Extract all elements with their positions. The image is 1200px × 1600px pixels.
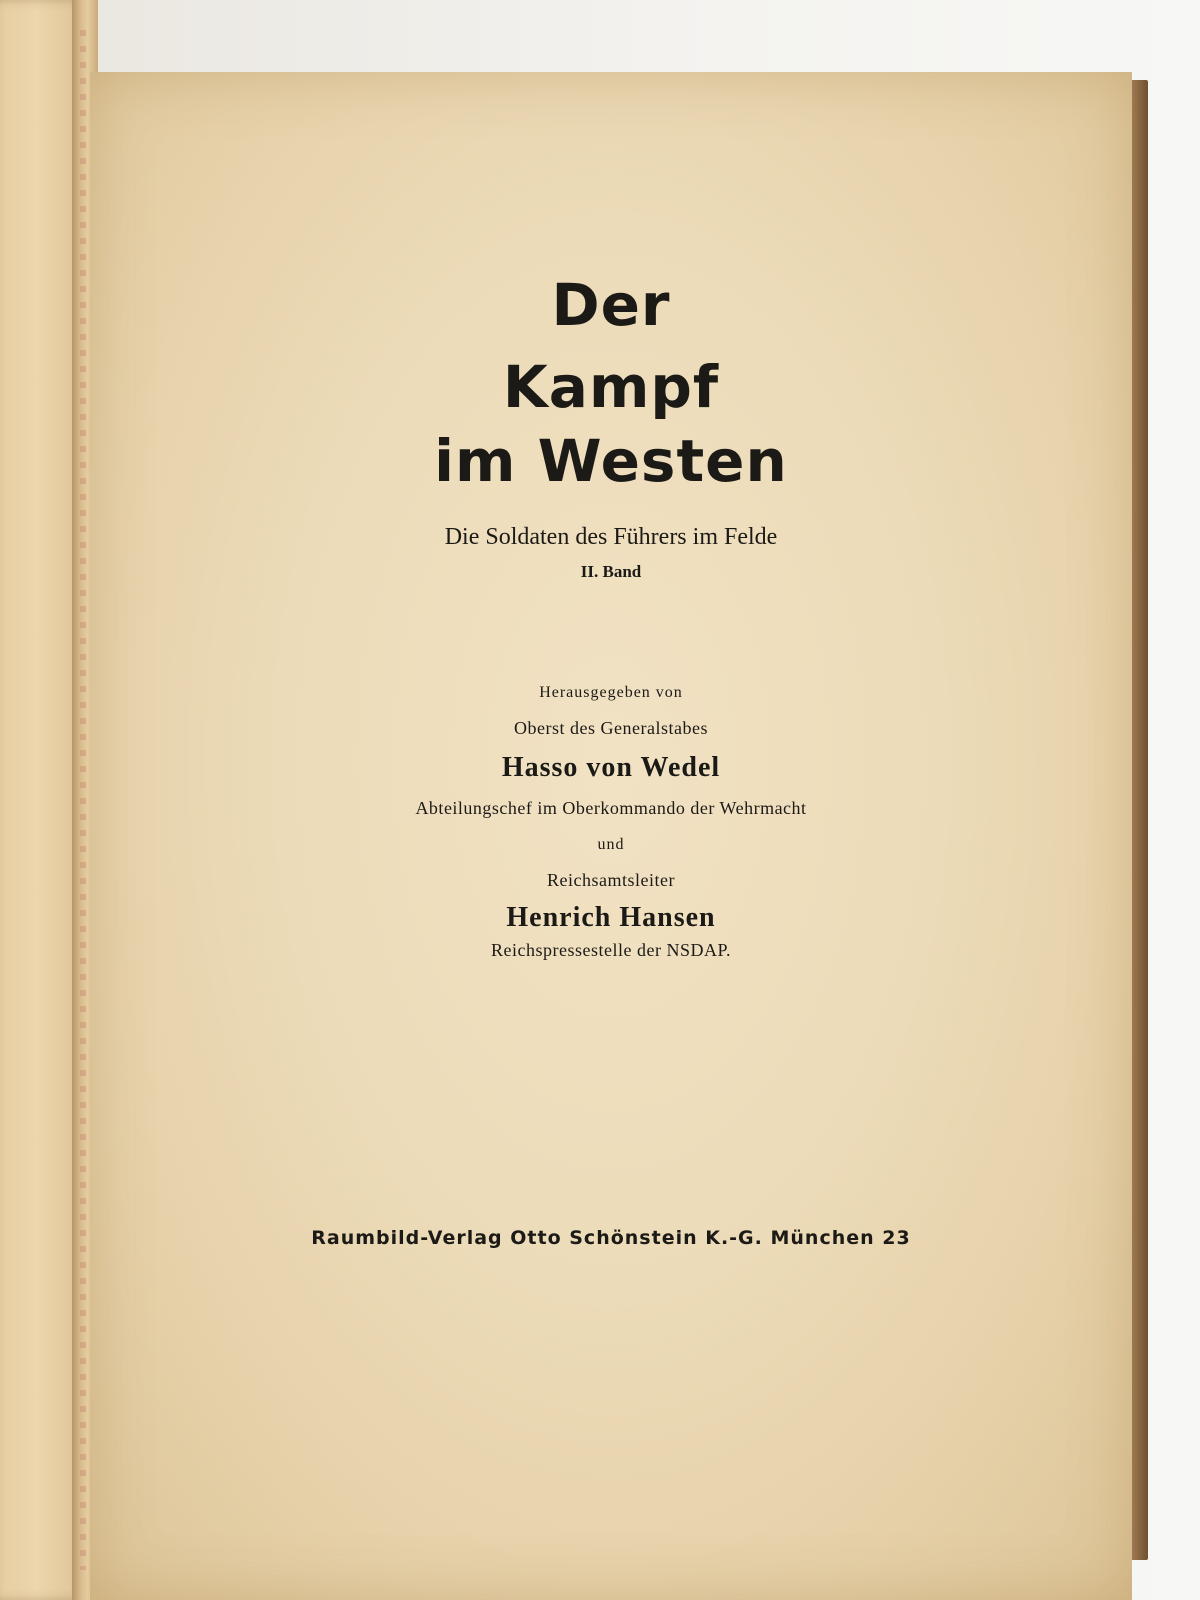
editor2-rank: Reichsamtsleiter [547,870,675,890]
editor1-name: Hasso von Wedel [501,752,721,783]
editor1-rank: Oberst des Generalstabes [514,718,708,738]
editor2-name: Henrich Hansen [506,902,716,933]
title-line-1: Der [551,271,671,339]
title-line-3: im Westen [434,427,788,495]
title-line-2: Kampf [502,353,720,421]
editors-intro: Herausgegeben von [539,684,683,701]
publisher-imprint: Raumbild-Verlag Otto Schönstein K.-G. München 23 [311,1227,911,1249]
subtitle: Die Soldaten des Führers im Felde [444,524,778,550]
volume-label: II. Band [580,562,642,581]
editor2-role: Reichspressestelle der NSDAP. [491,940,731,960]
editor1-role: Abteilungschef im Oberkommando der Wehrmacht [415,798,807,818]
editors-conjunction: und [597,836,625,853]
title-page [90,72,1132,1600]
binding-stitch [80,30,86,1570]
